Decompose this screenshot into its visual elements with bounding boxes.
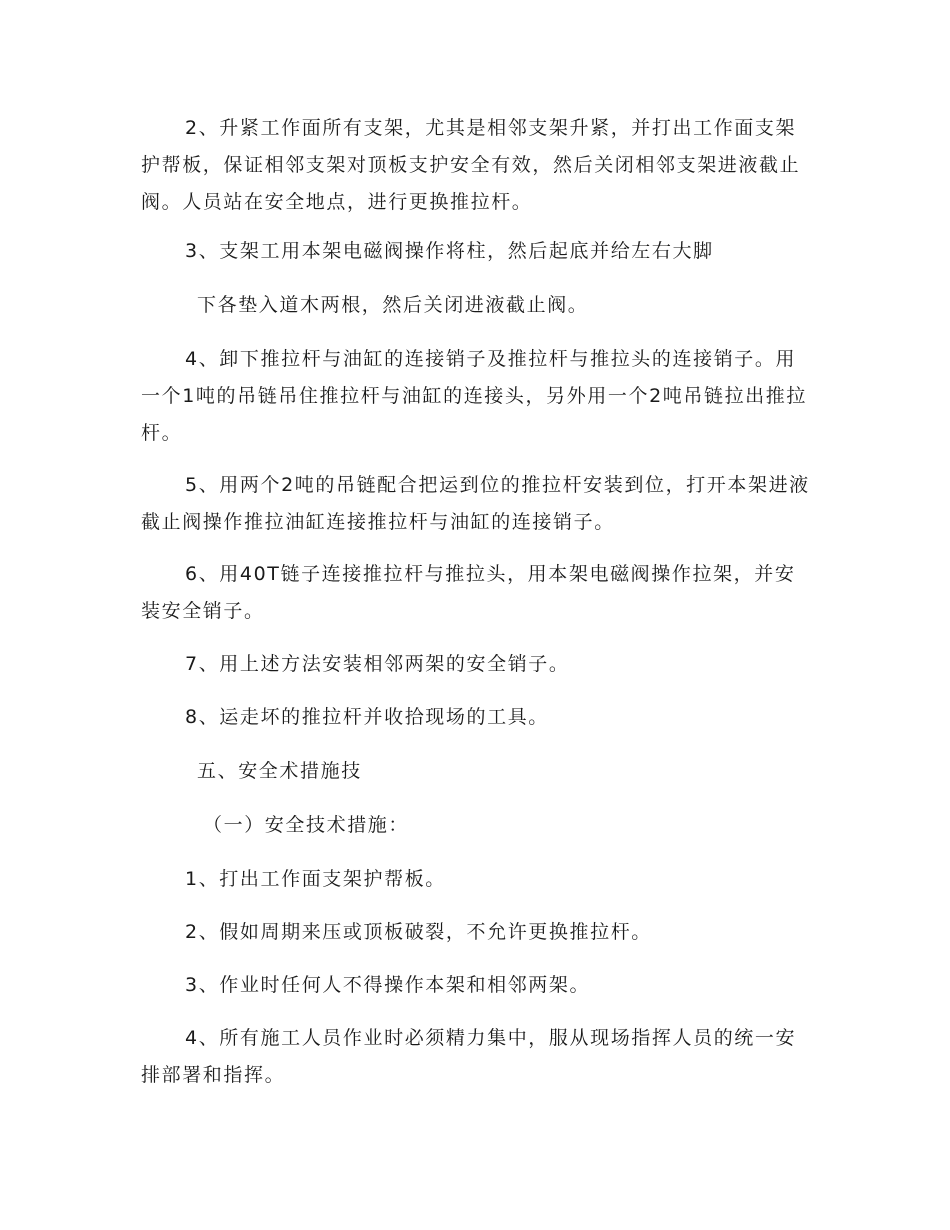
paragraph-step-3-continued: 下各垫入道木两根，然后关闭进液截止阀。 xyxy=(197,294,589,316)
paragraph-measure-1: 1、打出工作面支架护帮板。 xyxy=(185,868,446,890)
paragraph-measure-4: 4、所有施工人员作业时必须精力集中，服从现场指挥人员的统一安排部署和指挥。 xyxy=(141,1027,797,1086)
paragraph-step-8: 8、运走坏的推拉杆并收拾现场的工具。 xyxy=(185,706,549,728)
paragraph-step-7: 7、用上述方法安装相邻两架的安全销子。 xyxy=(185,653,570,675)
paragraph-measure-2: 2、假如周期来压或顶板破裂，不允许更换推拉杆。 xyxy=(185,921,652,943)
paragraph-step-3: 3、支架工用本架电磁阀操作将柱，然后起底并给左右大脚 xyxy=(185,240,714,262)
paragraph-step-2: 2、升紧工作面所有支架，尤其是相邻支架升紧，并打出工作面支架护帮板，保证相邻支架对顶板支护安全有效，然后关闭相邻支架进液截止阀。人员站在安全地点，进行更换推拉杆。 xyxy=(141,117,801,213)
section-heading-five: 五、安全术措施技 xyxy=(197,760,362,782)
paragraph-step-6: 6、用40T链子连接推拉杆与推拉头，用本架电磁阀操作拉架，并安装安全销子。 xyxy=(141,563,796,622)
paragraph-step-5: 5、用两个2吨的吊链配合把运到位的推拉杆安装到位，打开本架进液截止阀操作推拉油缸连接推拉杆与油缸的连接销子。 xyxy=(141,474,810,533)
paragraph-measure-3: 3、作业时任何人不得操作本架和相邻两架。 xyxy=(185,974,591,996)
paragraph-step-4: 4、卸下推拉杆与油缸的连接销子及推拉杆与推拉头的连接销子。用一个1吨的吊链吊住推拉杆与油缸的连接头，另外用一个2吨吊链拉出推拉杆。 xyxy=(141,348,807,444)
subsection-heading-one: （一）安全技术措施： xyxy=(203,814,410,836)
